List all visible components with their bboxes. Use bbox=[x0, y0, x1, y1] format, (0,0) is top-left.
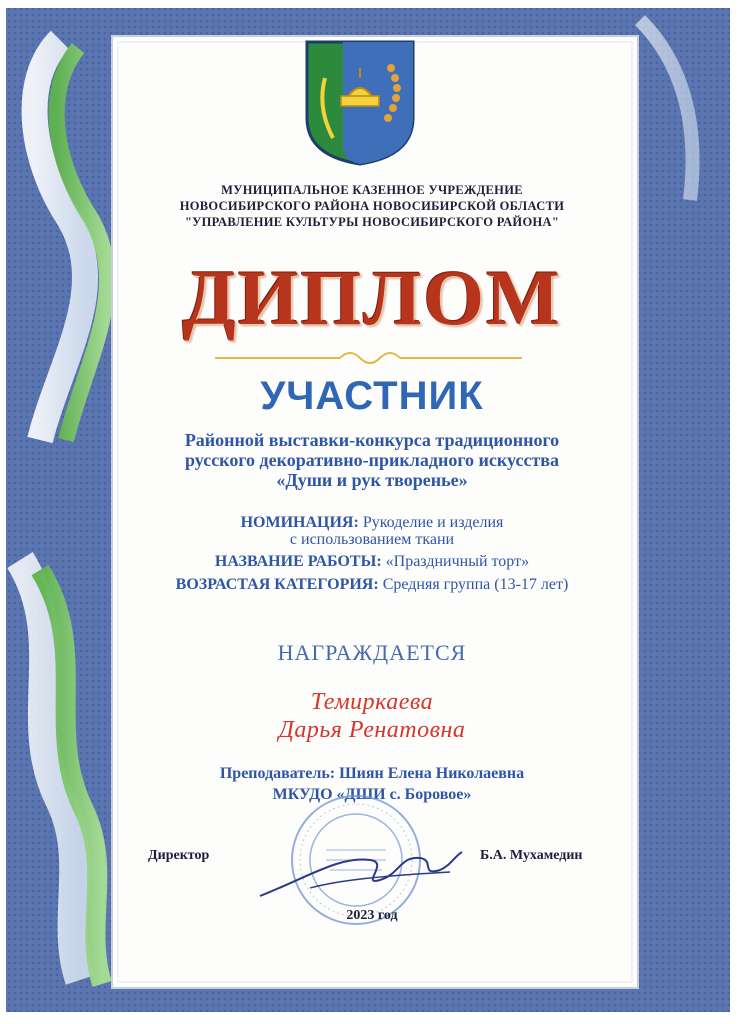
signature-icon bbox=[250, 836, 470, 906]
nomination-value-2: с использованием ткани bbox=[289, 531, 455, 548]
work-value: «Праздничный торт» bbox=[385, 553, 530, 570]
recipient-surname: Темиркаева bbox=[310, 689, 434, 715]
work-label: НАЗВАНИЕ РАБОТЫ: bbox=[214, 553, 382, 570]
nomination-value: Рукоделие и изделия bbox=[362, 514, 504, 531]
year: 2023 год bbox=[346, 908, 398, 923]
age-label: ВОЗРАСТАЯ КАТЕГОРИЯ: bbox=[175, 576, 379, 593]
event-line-2: русского декоративно-прикладного искусства bbox=[184, 450, 560, 470]
director-name: Б.А. Мухамедин bbox=[480, 848, 583, 863]
coat-of-arms-icon bbox=[303, 38, 417, 168]
organization-line-2: НОВОСИБИРСКОГО РАЙОНА НОВОСИБИРСКОЙ ОБЛАСТИ bbox=[179, 199, 565, 213]
age-value: Средняя группа (13-17 лет) bbox=[382, 576, 569, 593]
awarded-heading: НАГРАЖДАЕТСЯ bbox=[277, 640, 467, 665]
event-line-1: Районной выставки-конкурса традиционного bbox=[184, 430, 560, 450]
participant-subtitle: УЧАСТНИК bbox=[260, 374, 484, 418]
teacher-line-2: МКУДО «ДШИ с. Боровое» bbox=[272, 786, 472, 803]
organization-line-3: "УПРАВЛЕНИЕ КУЛЬТУРЫ НОВОСИБИРСКОГО РАЙОНА" bbox=[184, 215, 560, 229]
nomination-row bbox=[0, 514, 744, 532]
recipient-name: Дарья Ренатовна bbox=[278, 717, 466, 743]
teacher-line-1: Преподаватель: Шиян Елена Николаевна bbox=[219, 765, 525, 782]
work-row bbox=[0, 553, 744, 571]
age-row bbox=[0, 576, 744, 594]
event-line-3: «Души и рук творенье» bbox=[276, 470, 468, 490]
diploma-title: ДИПЛОМ bbox=[182, 254, 562, 341]
director-label: Директор bbox=[148, 848, 210, 863]
nomination-label: НОМИНАЦИЯ: bbox=[240, 514, 359, 531]
organization-line-1: МУНИЦИПАЛЬНОЕ КАЗЕННОЕ УЧРЕЖДЕНИЕ bbox=[221, 183, 523, 197]
